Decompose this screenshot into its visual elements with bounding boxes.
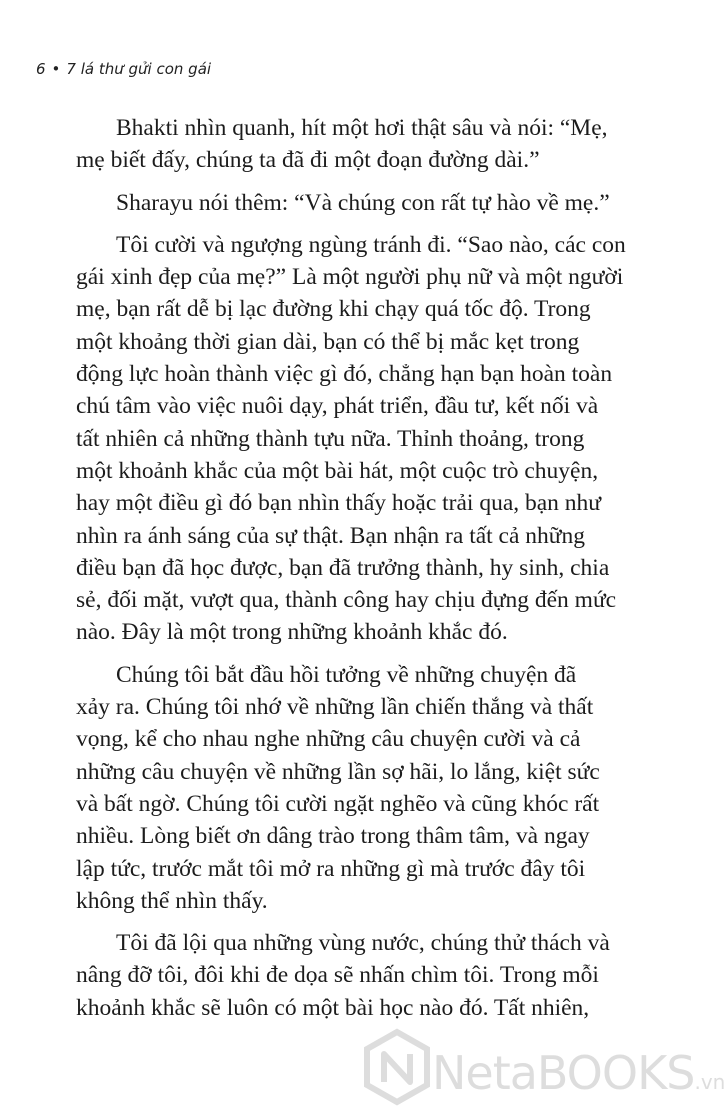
text-line: những câu chuyện về những lần sợ hãi, lo lắng, kiệt sức — [76, 758, 600, 785]
watermark-text — [432, 1046, 725, 1100]
paragraph — [76, 229, 652, 649]
text-line: một khoảng thời gian dài, bạn có thể bị mắc kẹt trong — [76, 328, 580, 355]
text-line: một khoảnh khắc của một bài hát, một cuộc trò chuyện, — [76, 457, 599, 484]
text-line: xảy ra. Chúng tôi nhớ về những lần chiến thắng và thất — [76, 694, 594, 721]
paragraph — [76, 927, 652, 1024]
text-line: Sharayu nói thêm: “Và chúng con rất tự hào về mẹ.” — [116, 189, 610, 216]
text-line: nâng đỡ tôi, đôi khi đe dọa sẽ nhấn chìm tôi. Trong mỗi — [76, 962, 599, 989]
text-line: chú tâm vào việc nuôi dạy, phát triển, đầu tư, kết nối và — [76, 393, 599, 420]
text-line: nào. Đây là một trong những khoảnh khắc đó. — [76, 619, 508, 646]
text-line: Tôi đã lội qua những vùng nước, chúng thử thách và — [116, 930, 610, 957]
running-header — [36, 60, 211, 78]
netabooks-logo-icon — [364, 1030, 430, 1104]
text-line: Bhakti nhìn quanh, hít một hơi thật sâu và nói: “Mẹ, — [116, 115, 608, 141]
book-title: 7 lá thư gửi con gái — [66, 60, 212, 78]
text-line: không thể nhìn thấy. — [76, 887, 268, 914]
watermark — [364, 1030, 725, 1110]
text-line: hay một điều gì đó bạn nhìn thấy hoặc trải qua, bạn như — [76, 490, 602, 517]
body-text — [76, 112, 652, 1024]
text-line: điều bạn đã học được, bạn đã trưởng thành, hy sinh, chia — [76, 554, 610, 581]
paragraph — [76, 112, 652, 177]
paragraph — [76, 659, 652, 917]
text-line: nhiều. Lòng biết ơn dâng trào trong thâm tâm, và ngay — [76, 823, 590, 850]
text-line: Tôi cười và ngượng ngùng tránh đi. “Sao nào, các con — [116, 231, 626, 258]
paragraph — [76, 187, 652, 219]
watermark-brand: NetaBOOKS — [432, 1046, 695, 1100]
text-line: khoảnh khắc sẽ luôn có một bài học nào đó. Tất nhiên, — [76, 994, 590, 1021]
watermark-tld: .vn — [694, 1070, 725, 1094]
text-line: sẻ, đối mặt, vượt qua, thành công hay chịu đựng đến mức — [76, 587, 617, 614]
header-separator: • — [51, 60, 61, 78]
text-line: Chúng tôi bắt đầu hồi tưởng về những chuyện đã — [116, 661, 577, 688]
text-line: và bất ngờ. Chúng tôi cười ngặt nghẽo và cũng khóc rất — [76, 790, 600, 817]
page-number: 6 — [36, 60, 46, 78]
text-line: tất nhiên cả những thành tựu nữa. Thỉnh thoảng, trong — [76, 425, 585, 452]
text-line: mẹ, bạn rất dễ bị lạc đường khi chạy quá tốc độ. Trong — [76, 296, 591, 323]
text-line: nhìn ra ánh sáng của sự thật. Bạn nhận ra tất cả những — [76, 522, 586, 549]
text-line: động lực hoàn thành việc gì đó, chẳng hạn bạn hoàn toàn — [76, 361, 613, 388]
text-line: gái xinh đẹp của mẹ?” Là một người phụ nữ và một người — [76, 264, 624, 291]
text-line: vọng, kể cho nhau nghe những câu chuyện cười và cả — [76, 726, 581, 753]
text-line: lập tức, trước mắt tôi mở ra những gì mà trước đây tôi — [76, 855, 586, 882]
text-line: mẹ biết đấy, chúng ta đã đi một đoạn đường dài.” — [76, 147, 540, 174]
